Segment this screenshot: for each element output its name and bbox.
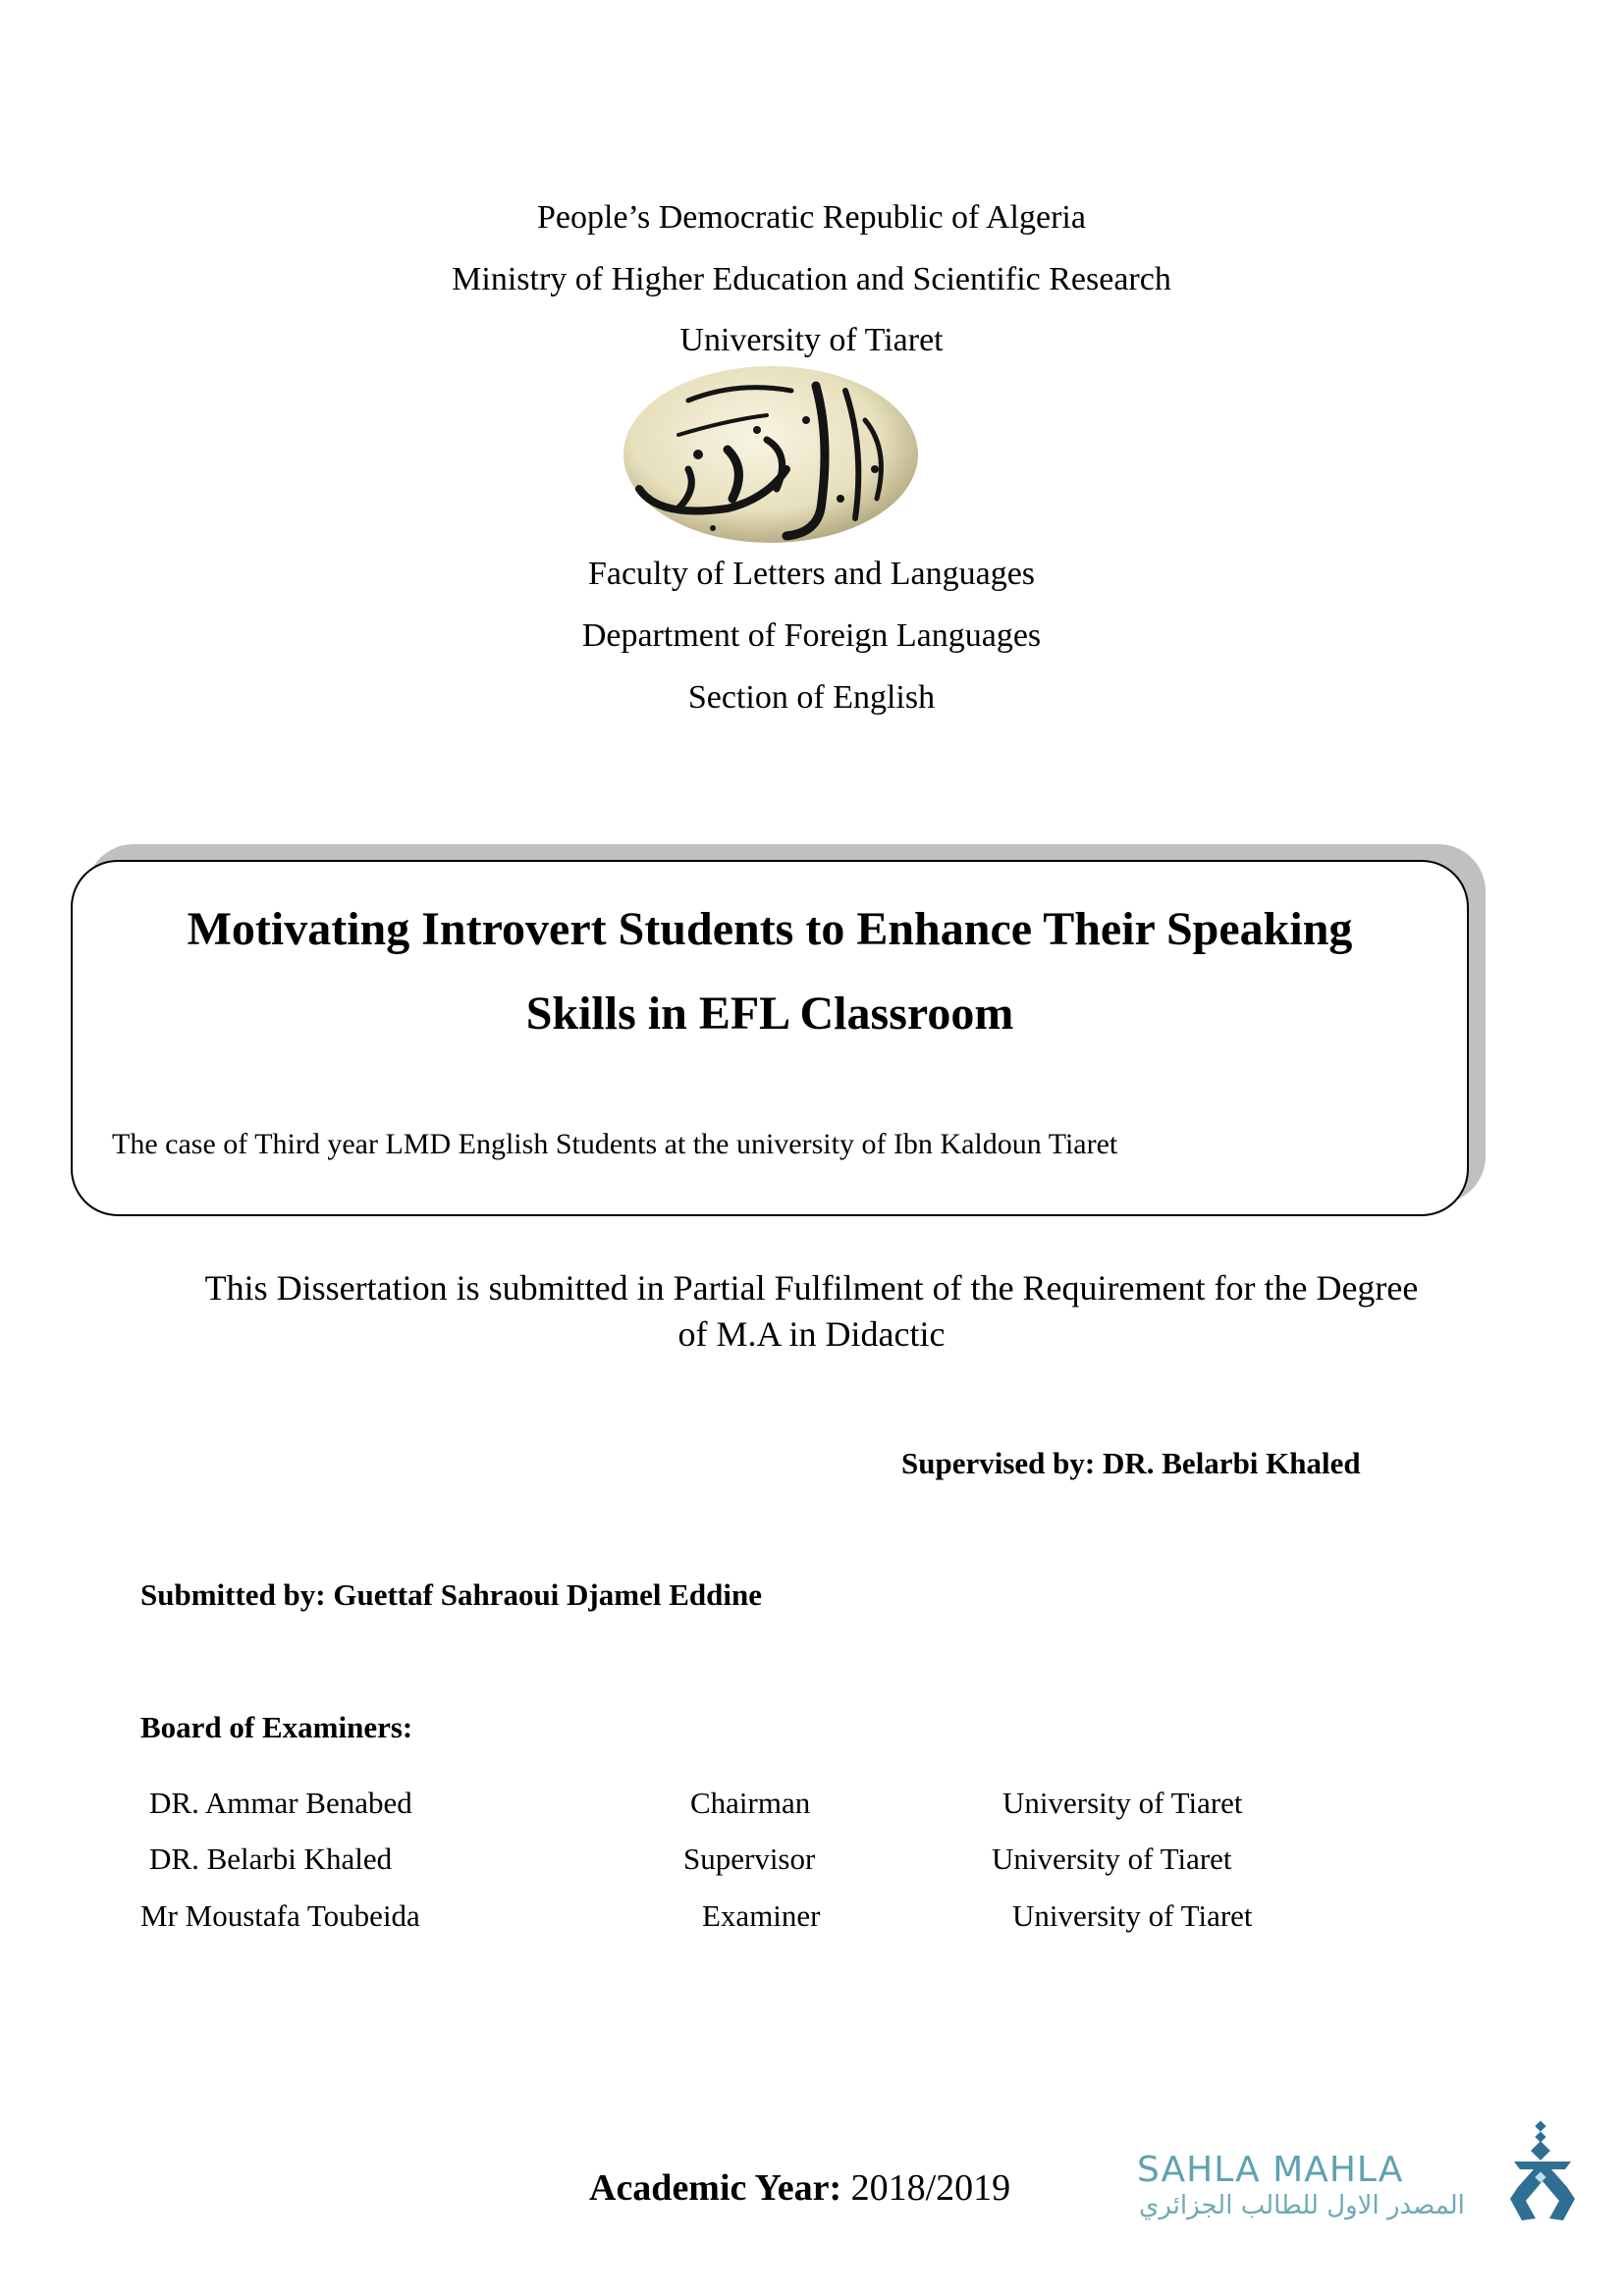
examiner-name: DR. Ammar Benabed [149,1786,412,1820]
dissertation-title-line2: Skills in EFL Classroom [525,988,1014,1040]
examiner-name: Mr Moustafa Toubeida [140,1898,420,1933]
examiner-name: DR. Belarbi Khaled [149,1842,393,1876]
submission-statement-line2: of M.A in Didactic [677,1314,946,1354]
watermark-brand: SAHLA MAHLA [1137,2150,1404,2190]
examiner-affiliation: University of Tiaret [992,1842,1232,1876]
section-name: Section of English [687,679,936,716]
examiner-affiliation: University of Tiaret [1002,1786,1243,1820]
submitted-by: Submitted by: Guettaf Sahraoui Djamel Eddine [140,1577,762,1612]
examiner-role: Supervisor [683,1842,816,1876]
board-heading: Board of Examiners: [140,1710,413,1744]
university-name: University of Tiaret [679,322,944,358]
examiner-role: Examiner [702,1898,821,1933]
supervised-by: Supervised by: DR. Belarbi Khaled [901,1446,1361,1480]
dissertation-title-line1: Motivating Introvert Students to Enhance Their Speaking [187,903,1353,955]
ministry-name: Ministry of Higher Education and Scientific Research [452,261,1171,297]
examiner-affiliation: University of Tiaret [1012,1898,1253,1933]
country-name: People’s Democratic Republic of Algeria [537,199,1086,236]
academic-year-value: 2018/2019 [850,2167,1011,2209]
watermark-tagline: المصدر الاول للطالب الجزائري [1139,2191,1465,2220]
academic-year [589,2166,1010,2210]
submission-statement-line1: This Dissertation is submitted in Partial Fulfilment of the Requirement for the Degree [204,1268,1419,1308]
academic-year-label: Academic Year: [589,2167,842,2209]
faculty-name: Faculty of Letters and Languages [587,556,1036,592]
case-study-subtitle: The case of Third year LMD English Students at the university of Ibn Kaldoun Tiaret [112,1128,1118,1160]
examiner-role: Chairman [690,1786,811,1820]
sahla-mahla-emblem-icon [1506,2120,1579,2226]
university-logo-icon [620,361,922,549]
department-name: Department of Foreign Languages [581,617,1042,654]
